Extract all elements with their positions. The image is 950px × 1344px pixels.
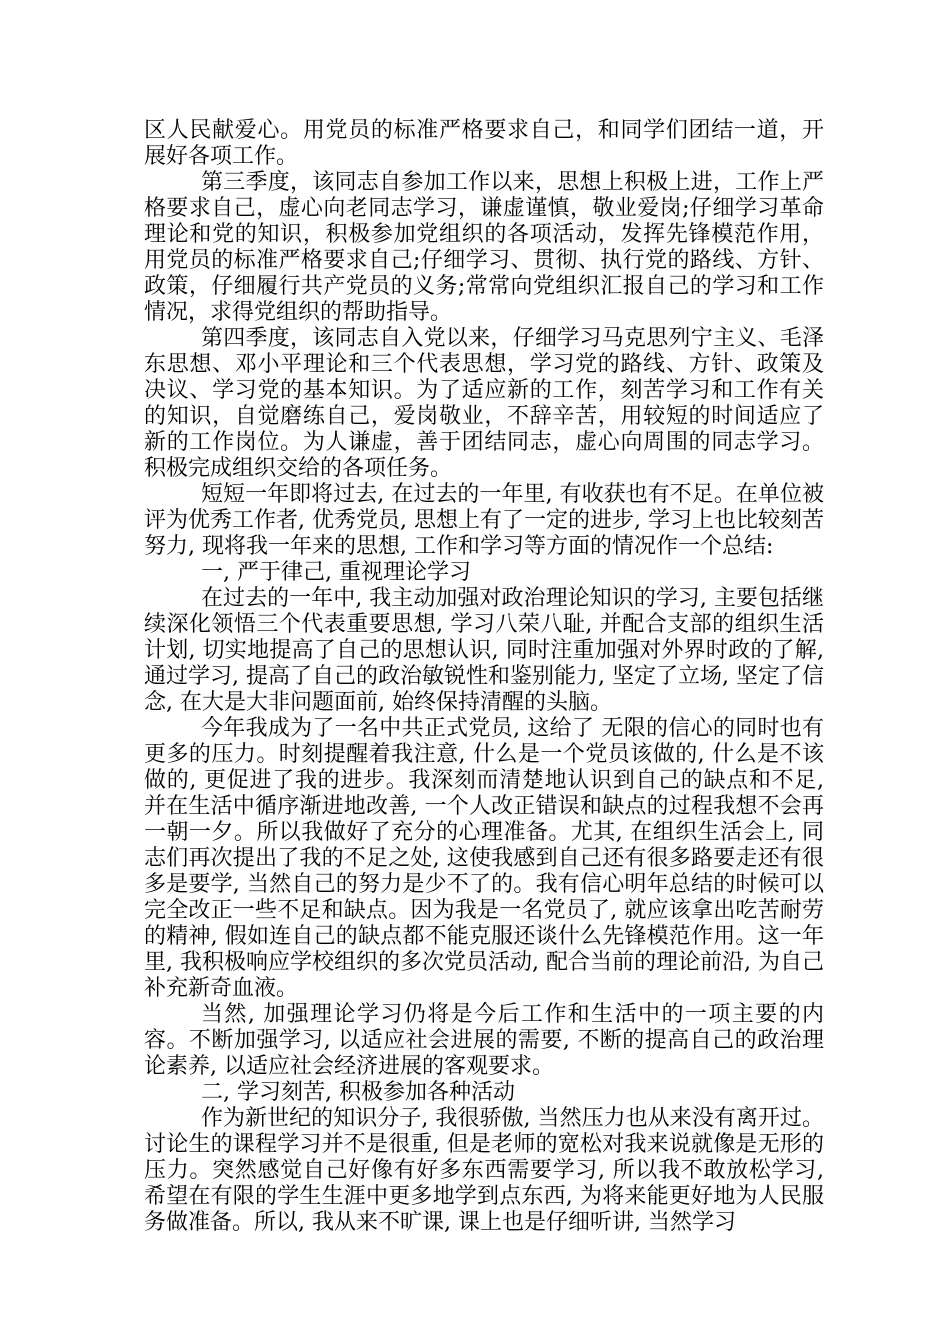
paragraph-3: 第四季度，该同志自入党以来，仔细学习马克思列宁主义、毛泽东思想、邓小平理论和三个代表思想，学习党的路线、方针、政策及决议、学习党的基本知识。为了适应新的工作，刻苦学习和工作有关的知识，自觉磨练自己，爱岗敬业，不辞辛苦，用较短的时间适应了新的工作岗位。为人谦虚，善于团结同志，虚心向周围的同志学习。积极完成组织交给的各项任务。: [144, 326, 824, 481]
paragraph-4: 短短一年即将过去, 在过去的一年里, 有收获也有不足。在单位被评为优秀工作者, 优秀党员, 思想上有了一定的进步, 学习上也比较刻苦努力, 现将我一年来的思想, 工作和学习等方面的情况作一个总结:: [144, 482, 824, 559]
paragraph-6: 今年我成为了一名中共正式党员, 这给了 无限的信心的同时也有更多的压力。时刻提醒着我注意, 什么是一个党员该做的, 什么是不该做的, 更促进了我的进步。我深刻而清楚地认识到自己的缺点和不足, 并在生活中循序渐进地改善, 一个人改正错误和缺点的过程我想不会再一朝一夕。所以我做好了充分的心理准备。尤其, 在组织生活会上, 同志们再次提出了我的不足之处, 这使我感到自己还有很多路要走还有很多是要学, 当然自己的努力是少不了的。我有信心明年总结的时候可以完全改正一些不足和缺点。因为我是一名党员了, 就应该拿出吃苦耐劳的精神, 假如连自己的缺点都不能克服还谈什么先锋模范作用。这一年里, 我积极响应学校组织的多次党员活动, 配合当前的理论前沿, 为自己补充新奇血液。: [144, 716, 824, 1001]
paragraph-5: 在过去的一年中, 我主动加强对政治理论知识的学习, 主要包括继续深化领悟三个代表重要思想, 学习八荣八耻, 并配合支部的组织生活计划, 切实地提高了自己的思想认识, 同时注重加强对外界时政的了解, 通过学习, 提高了自己的政治敏锐性和鉴别能力, 坚定了立场, 坚定了信念, 在大是大非问题面前, 始终保持清醒的头脑。: [144, 586, 824, 715]
paragraph-7: 当然, 加强理论学习仍将是今后工作和生活中的一项主要的内容。不断加强学习, 以适应社会进展的需要, 不断的提高自己的政治理论素养, 以适应社会经济进展的客观要求。: [144, 1002, 824, 1079]
paragraph-2: 第三季度，该同志自参加工作以来，思想上积极上进，工作上严格要求自己，虚心向老同志学习，谦虚谨慎，敬业爱岗;仔细学习革命理论和党的知识，积极参加党组织的各项活动，发挥先锋模范作用，用党员的标准严格要求自己;仔细学习、贯彻、执行党的路线、方针、政策，仔细履行共产党员的义务;常常向党组织汇报自己的学习和工作情况，求得党组织的帮助指导。: [144, 170, 824, 325]
paragraph-1: 区人民献爱心。用党员的标准严格要求自己，和同学们团结一道，开展好各项工作。: [144, 118, 824, 169]
document-page: [144, 118, 824, 1236]
paragraph-8: 作为新世纪的知识分子, 我很骄傲, 当然压力也从来没有离开过。讨论生的课程学习并不是很重, 但是老师的宽松对我来说就像是无形的压力。突然感觉自己好像有好多东西需要学习, 所以我不敢放松学习, 希望在有限的学生生涯中更多地学到点东西, 为将来能更好地为人民服务做准备。所以, 我从来不旷课, 课上也是仔细听讲, 当然学习: [144, 1106, 824, 1235]
section-heading-1: 一, 严于律己, 重视理论学习: [201, 560, 471, 585]
section-heading-2: 二, 学习刻苦, 积极参加各种活动: [201, 1080, 515, 1105]
